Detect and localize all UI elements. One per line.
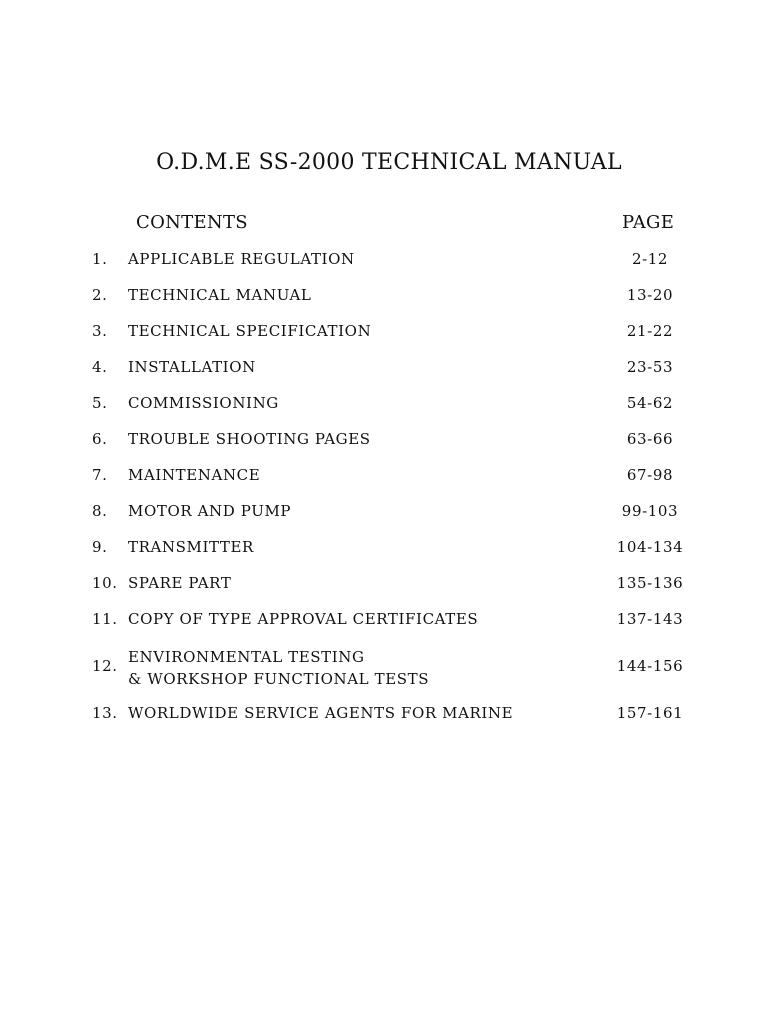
- entry-label: MOTOR AND PUMP: [128, 502, 292, 520]
- entry-label: APPLICABLE REGULATION: [128, 250, 355, 268]
- entry-pages: 67-98: [626, 466, 674, 484]
- contents-heading: CONTENTS: [136, 212, 248, 233]
- contents-entry-13: [0, 704, 768, 740]
- entry-number: 11.: [92, 610, 118, 628]
- contents-entry-12: [0, 646, 768, 704]
- entry-label: [128, 646, 598, 690]
- entry-pages: 157-161: [616, 704, 684, 722]
- entry-pages: 144-156: [616, 657, 684, 675]
- entry-pages: 13-20: [626, 286, 674, 304]
- contents-entry-6: [0, 430, 768, 466]
- entry-number: 9.: [92, 538, 108, 556]
- entry-pages: 104-134: [616, 538, 684, 556]
- entry-label: TECHNICAL SPECIFICATION: [128, 322, 372, 340]
- contents-entry-4: [0, 358, 768, 394]
- page-heading: PAGE: [622, 212, 675, 233]
- entry-pages: 54-62: [626, 394, 674, 412]
- contents-entry-2: [0, 286, 768, 322]
- entry-number: 2.: [92, 286, 108, 304]
- entry-number: 1.: [92, 250, 108, 268]
- contents-list: [0, 250, 768, 740]
- entry-pages: 21-22: [626, 322, 674, 340]
- entry-pages: 63-66: [626, 430, 674, 448]
- entry-label: SPARE PART: [128, 574, 232, 592]
- entry-pages: 2-12: [631, 250, 669, 268]
- contents-entry-9: [0, 538, 768, 574]
- document-title: O.D.M.E SS-2000 TECHNICAL MANUAL: [156, 150, 622, 175]
- entry-number: 6.: [92, 430, 108, 448]
- entry-pages: 135-136: [616, 574, 684, 592]
- entry-number: 12.: [92, 657, 118, 675]
- entry-number: 10.: [92, 574, 118, 592]
- contents-entry-5: [0, 394, 768, 430]
- entry-number: 5.: [92, 394, 108, 412]
- entry-label: COMMISSIONING: [128, 394, 279, 412]
- entry-label: MAINTENANCE: [128, 466, 261, 484]
- entry-number: 4.: [92, 358, 108, 376]
- entry-label-line-1: ENVIRONMENTAL TESTING: [128, 648, 365, 666]
- contents-entry-7: [0, 466, 768, 502]
- entry-number: 3.: [92, 322, 108, 340]
- contents-entry-10: [0, 574, 768, 610]
- entry-label: TRANSMITTER: [128, 538, 254, 556]
- entry-number: 8.: [92, 502, 108, 520]
- contents-entry-8: [0, 502, 768, 538]
- entry-number: 13.: [92, 704, 118, 722]
- entry-label-line-2: & WORKSHOP FUNCTIONAL TESTS: [128, 670, 430, 688]
- entry-number: 7.: [92, 466, 108, 484]
- entry-label: TECHNICAL MANUAL: [128, 286, 312, 304]
- contents-entry-1: [0, 250, 768, 286]
- entry-label: INSTALLATION: [128, 358, 256, 376]
- entry-label: TROUBLE SHOOTING PAGES: [128, 430, 371, 448]
- contents-entry-3: [0, 322, 768, 358]
- entry-pages: 23-53: [626, 358, 674, 376]
- entry-pages: 99-103: [621, 502, 679, 520]
- entry-label: WORLDWIDE SERVICE AGENTS FOR MARINE: [128, 704, 514, 722]
- entry-label: COPY OF TYPE APPROVAL CERTIFICATES: [128, 610, 479, 628]
- contents-entry-11: [0, 610, 768, 646]
- entry-pages: 137-143: [616, 610, 684, 628]
